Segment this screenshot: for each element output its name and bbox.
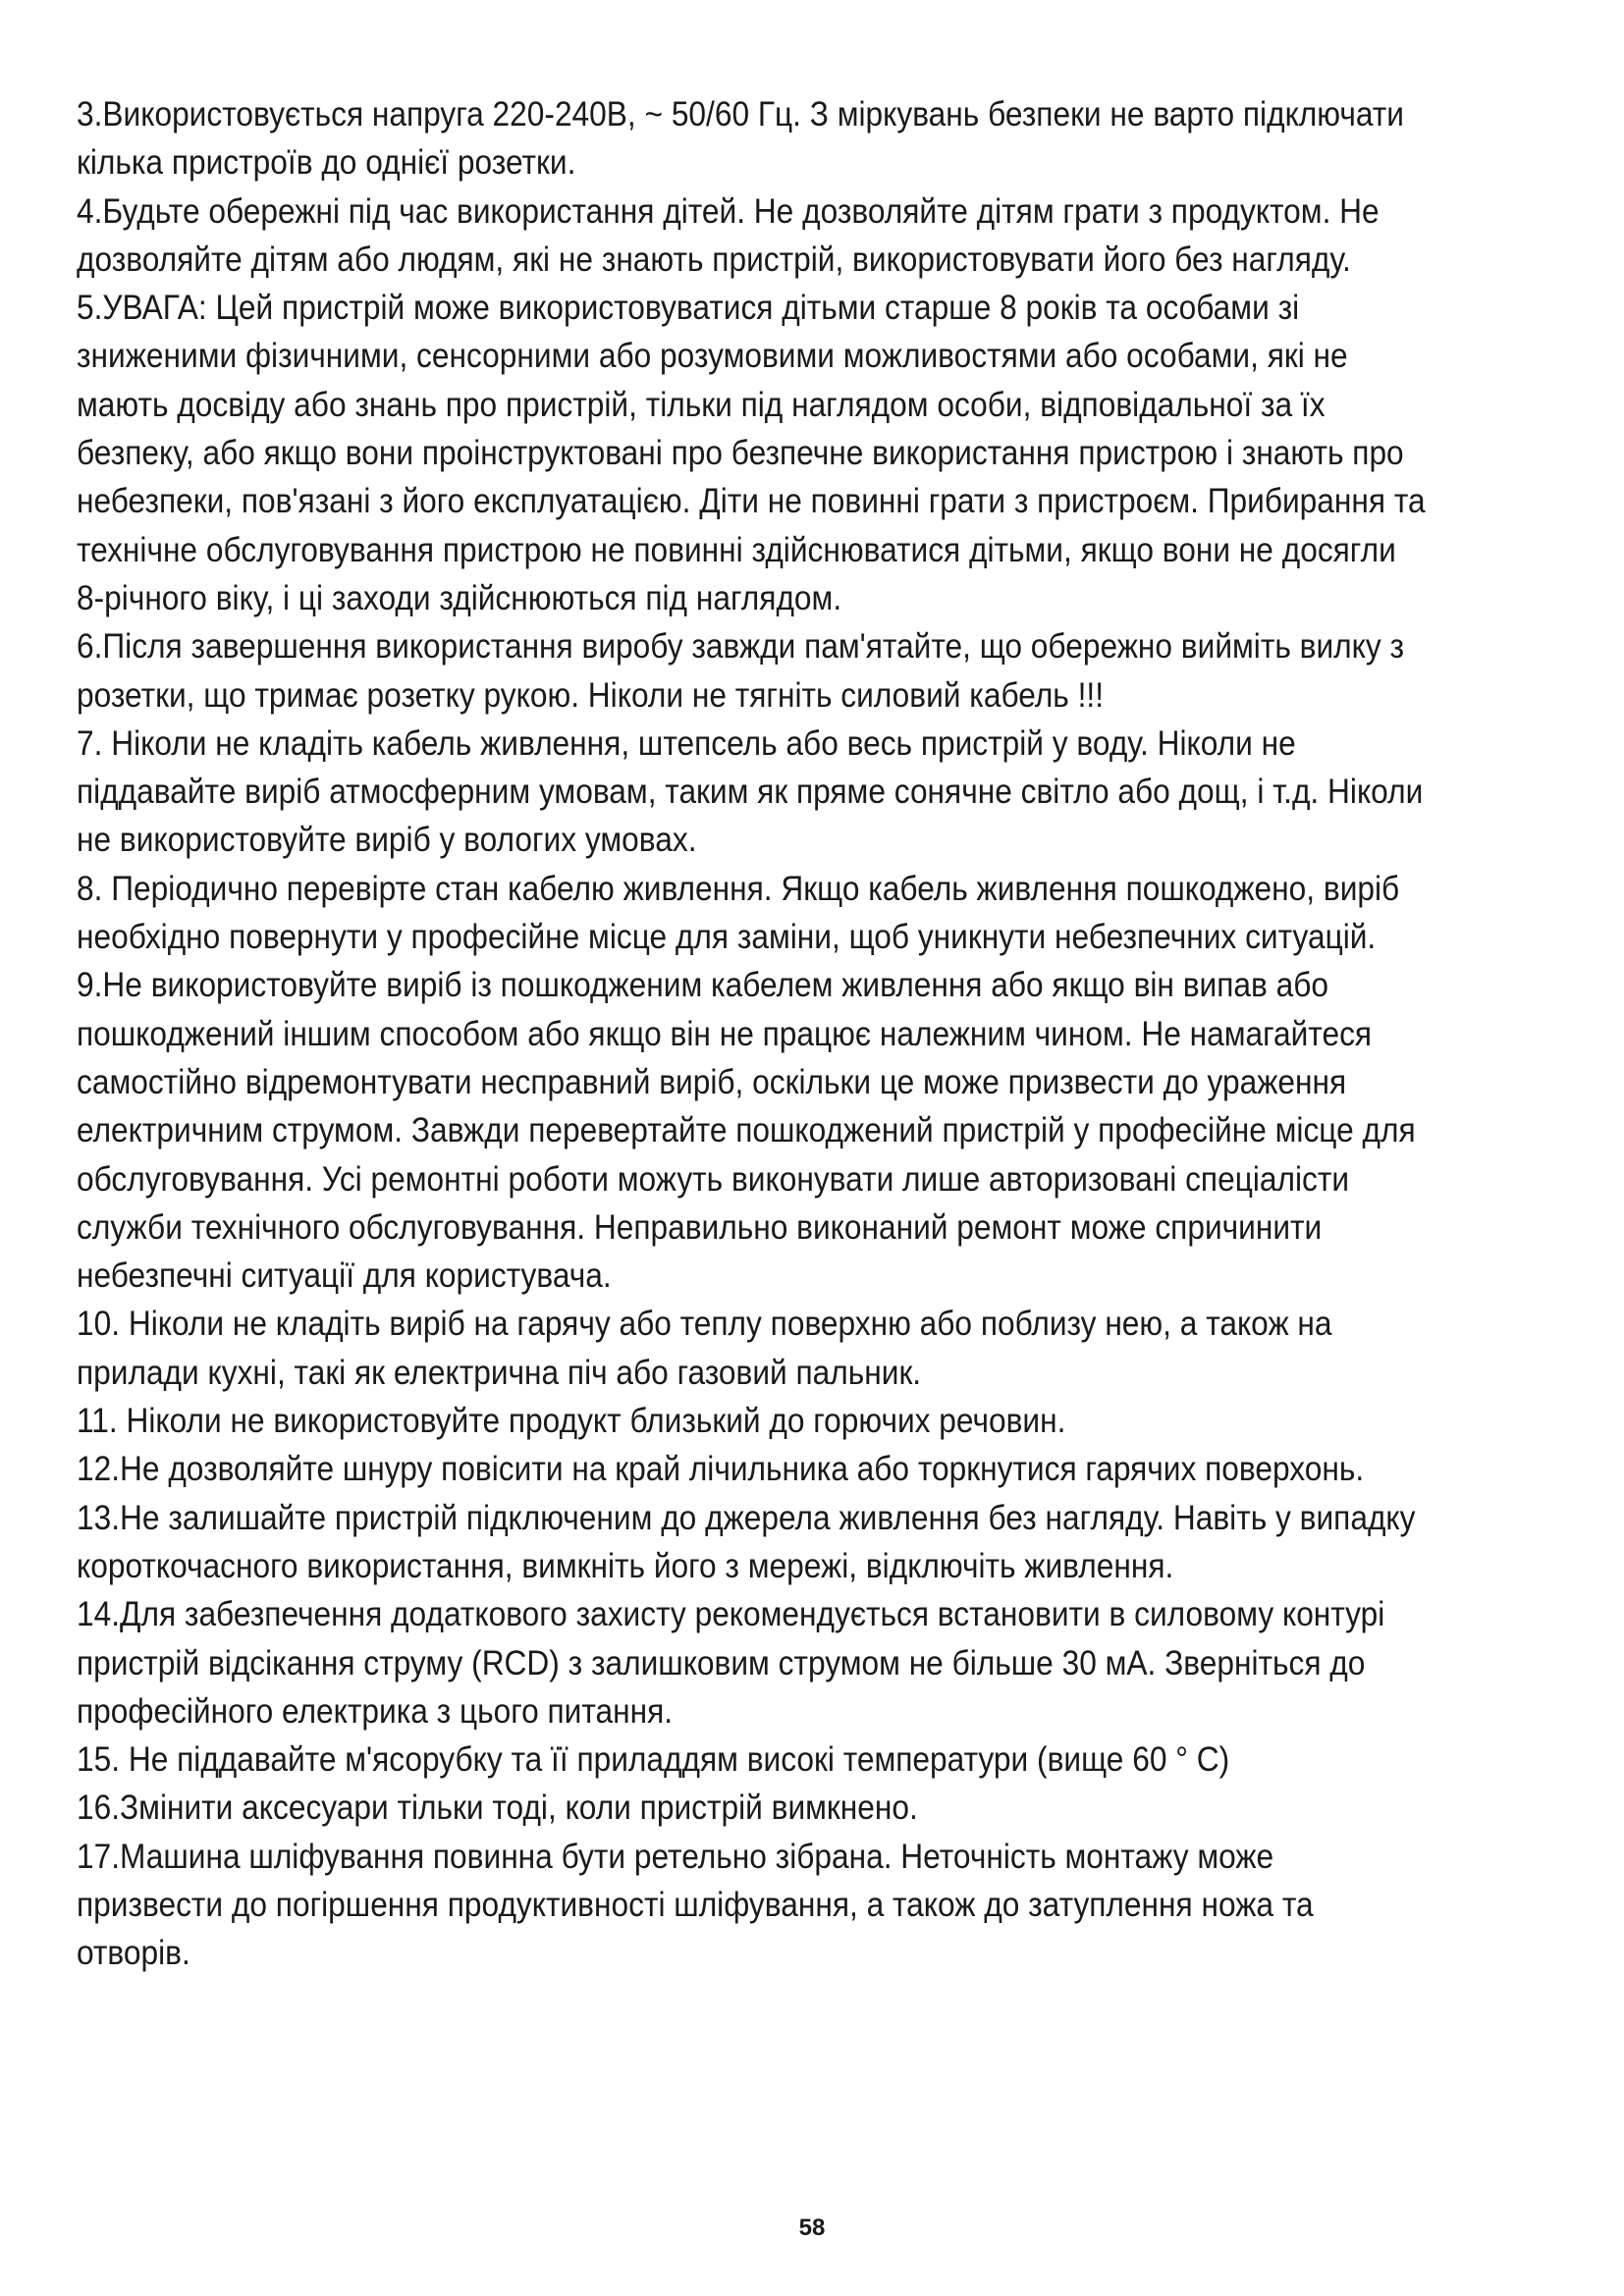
paragraph-item-16: 16.Змінити аксесуари тільки тоді, коли пристрій вимкнено. — [77, 1789, 918, 1828]
paragraph-item-5: 5.УВАГА: Цей пристрій може використовуватися дітьми старше 8 років та особами зі зниженими фізичними, сенсорними або розумовими можливостями або особами, які не мають досвіду або знань про пристрій, тільки під наглядом особи, відповідальної за їх безпеку, або якщо вони проінструктовані про безпечне використання пристрою і знають про небезпеки, пов'язані з його експлуатацією. Діти не повинні грати з пристроєм. Прибирання та технічне обслуговування пристрою не повинні здійснюватися дітьми, якщо вони не досягли 8-річного віку, і ці заходи здійснюються під наглядом. — [77, 289, 1426, 617]
page-number: 58 — [798, 2215, 826, 2241]
paragraph-item-14: 14.Для забезпечення додаткового захисту рекомендується встановити в силовому контурі пристрій відсікання струму (RCD) з залишковим струмом не більше 30 мА. Зверніться до професійного електрика з цього питання. — [77, 1595, 1385, 1731]
paragraph-item-13: 13.Не залишайте пристрій підключеним до джерела живлення без нагляду. Навіть у випадку короткочасного використання, вимкніть його з мережі, відключіть живлення. — [77, 1498, 1416, 1585]
paragraph-item-12: 12.Не дозволяйте шнуру повісити на край лічильника або торкнутися гарячих поверхонь. — [77, 1450, 1365, 1489]
paragraph-item-17: 17.Машина шліфування повинна бути ретельно зібрана. Неточність монтажу може призвести до погіршення продуктивності шліфування, а також до затуплення ножа та отворів. — [77, 1837, 1314, 1973]
paragraph-item-11: 11. Ніколи не використовуйте продукт близький до горючих речовин. — [77, 1402, 1066, 1441]
paragraph-item-9: 9.Не використовуйте виріб із пошкодженим кабелем живлення або якщо він випав або пошкоджений іншим способом або якщо він не працює належним чином. Не намагайтеся самостійно відремонтувати несправний виріб, оскільки це може призвести до ураження електричним струмом. Завжди перевертайте пошкоджений пристрій у професійне місце для обслуговування. Усі ремонтні роботи можуть виконувати лише авторизовані спеціалісти служби технічного обслуговування. Неправильно виконаний ремонт може спричинити небезпечні ситуації для користувача. — [77, 966, 1416, 1296]
paragraph-item-6: 6.Після завершення використання виробу завжди пам'ятайте, що обережно вийміть вилку з розетки, що тримає розетку рукою. Ніколи не тягніть силовий кабель !!! — [77, 627, 1405, 715]
paragraph-item-8: 8. Періодично перевірте стан кабелю живлення. Якщо кабель живлення пошкоджено, виріб необхідно повернути у професійне місце для заміни, щоб уникнути небезпечних ситуацій. — [77, 869, 1400, 957]
paragraph-item-7: 7. Ніколи не кладіть кабель живлення, штепсель або весь пристрій у воду. Ніколи не піддавайте виріб атмосферним умовам, таким як пряме сонячне світло або дощ, і т.д. Ніколи не використовуйте виріб у вологих умовах. — [77, 723, 1424, 860]
paragraph-item-3: 3.Використовується напруга 220-240В, ~ 50/60 Гц. З міркувань безпеки не варто підключати кілька пристроїв до однієї розетки. — [77, 95, 1404, 183]
paragraph-item-4: 4.Будьте обережні під час використання дітей. Не дозволяйте дітям грати з продуктом. Не дозволяйте дітям або людям, які не знають пристрій, використовувати його без нагляду. — [77, 191, 1380, 279]
document-body — [77, 90, 1428, 1978]
paragraph-item-15: 15. Не піддавайте м'ясорубку та її приладдям високі температури (вище 60 ° C) — [77, 1740, 1230, 1780]
paragraph-item-10: 10. Ніколи не кладіть виріб на гарячу або теплу поверхню або поблизу нею, а також на прилади кухні, такі як електрична піч або газовий пальник. — [77, 1305, 1332, 1392]
